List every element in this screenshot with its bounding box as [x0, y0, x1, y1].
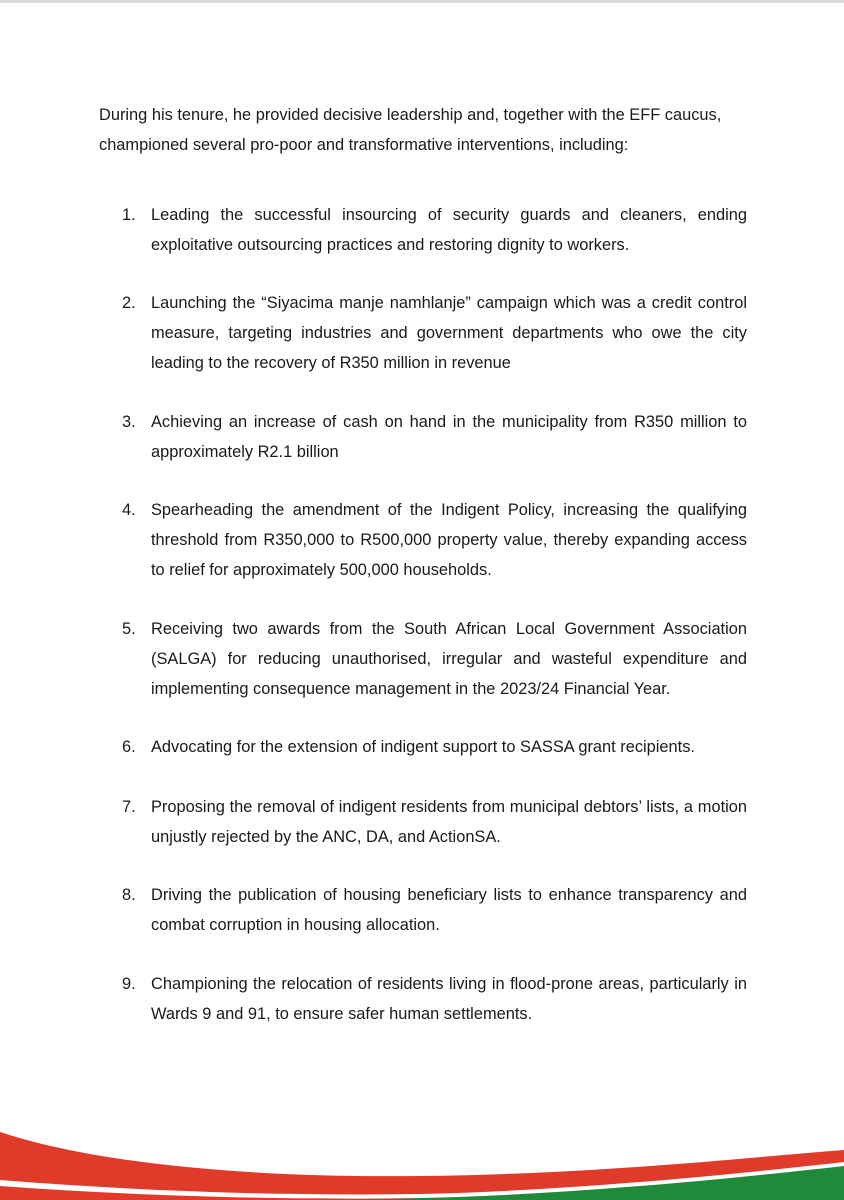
list-item-3	[122, 407, 747, 467]
list-number: 7.	[122, 798, 136, 816]
list-text: Leading the successful insourcing of security guards and cleaners, ending exploitative outsourcing practices and restoring dignity to workers.	[151, 206, 747, 254]
list-item-4	[122, 495, 747, 585]
list-item-9	[122, 969, 747, 1029]
list-number: 2.	[122, 294, 136, 312]
list-number: 1.	[122, 206, 136, 224]
list-item-7	[122, 792, 747, 852]
list-number: 9.	[122, 975, 136, 993]
list-item-5	[122, 614, 747, 704]
list-item-1	[122, 200, 747, 260]
list-number: 4.	[122, 501, 136, 519]
list-number: 5.	[122, 620, 136, 638]
list-item-6	[122, 732, 747, 762]
footer-swoosh-decoration	[0, 1100, 844, 1200]
list-text: Spearheading the amendment of the Indigent Policy, increasing the qualifying threshold from R350,000 to R500,000 property value, thereby expanding access to relief for approximately 500,000 households.	[151, 501, 747, 579]
list-item-8	[122, 880, 747, 940]
top-border-line	[0, 0, 844, 3]
list-text: Receiving two awards from the South African Local Government Association (SALGA) for reducing unauthorised, irregular and wasteful expenditure and implementing consequence management in the 2023/24 Financial Year.	[151, 620, 747, 698]
list-text: Advocating for the extension of indigent support to SASSA grant recipients.	[151, 738, 695, 756]
list-text: Achieving an increase of cash on hand in the municipality from R350 million to approximately R2.1 billion	[151, 413, 747, 461]
list-text: Launching the “Siyacima manje namhlanje” campaign which was a credit control measure, targeting industries and government departments who owe the city leading to the recovery of R350 million in revenue	[151, 294, 747, 372]
list-number: 8.	[122, 886, 136, 904]
intro-paragraph: During his tenure, he provided decisive leadership and, together with the EFF caucus, championed several pro-poor and transformative interventions, including:	[99, 106, 722, 154]
list-item-2	[122, 288, 747, 378]
list-text: Championing the relocation of residents living in flood-prone areas, particularly in Wards 9 and 91, to ensure safer human settlements.	[151, 975, 747, 1023]
list-number: 6.	[122, 738, 136, 756]
list-text: Driving the publication of housing beneficiary lists to enhance transparency and combat corruption in housing allocation.	[151, 886, 747, 934]
list-number: 3.	[122, 413, 136, 431]
list-text: Proposing the removal of indigent residents from municipal debtors’ lists, a motion unjustly rejected by the ANC, DA, and ActionSA.	[151, 798, 747, 846]
